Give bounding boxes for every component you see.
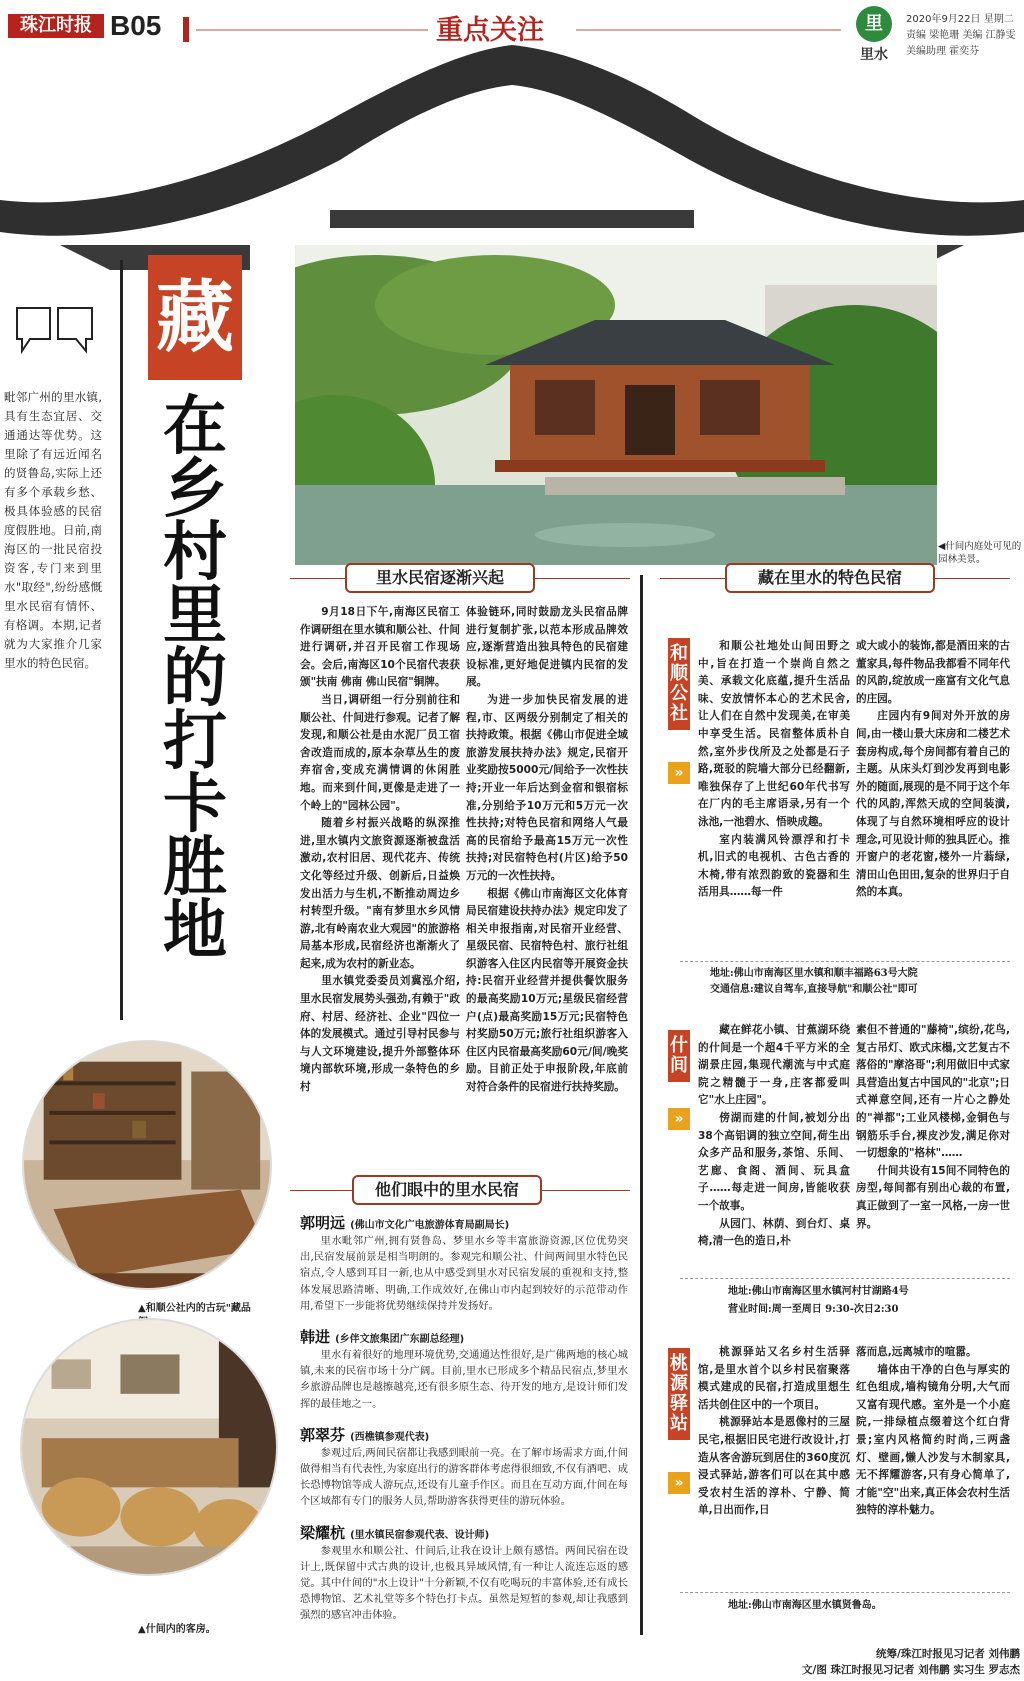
taoyuan-para: 落而息,远离城市的喧嚣。 [856,1346,977,1358]
lead-paragraph: 毗邻广州的里水镇,具有生态宜居、交通通达等优势。这里除了有远近闻名的贤鲁岛,实际上还有多个承载乡愁、极具体验感的民宿度假胜地。日前,南海区的一批民宿投资客,专门来到里水"取经",纷纷感慨里水民宿有情怀、有格调。本期,记者就为大家推介几家里水的特色民宿。 [4,390,102,670]
heshun-para: 室内装满风铃漂浮和打卡机,旧式的电视机、古色古香的木椅,带有浓烈韵致的瓷器和生活用具……每一件 [698,833,850,899]
shijian-para: 从园门、林荫、到台灯、桌椅,清一色的造日,朴 [698,1217,850,1248]
section1-col2-para: 为进一步加快民宿发展的进程,市、区两级分别制定了相关的扶持政策。根据《佛山市促进全域旅游发展扶持办法》规定,民宿开业奖励按5000元/间给予一次性扶持;开业一年后达到金宿和银宿标准,分别给予10万元和5万元一次性扶持;对特色民宿和网络人气最高的民宿给予最高15万元一次性扶持;对民宿特色村(片区)给予50万元的一次性扶持。 [466,693,628,882]
voice-name: 郭翠芬 [300,1425,346,1444]
speech-bubble-icon [14,305,96,357]
taoyuan-para: 桃源驿站本是恩像村的三屋民宅,根据旧民宅进行改设计,打造从客舍游玩到居住的360度沉浸式驿站,游客们可以在其中感受农村生活的淳朴、宁静、简单,日出而作,日 [698,1416,850,1517]
voice-text: 参观里水和顺公社、什间后,让我在设计上颇有感悟。两间民宿在设计上,既保留中式古典的设计,也极具异域风情,有一种让人流连忘返的感觉。其中什间的"水上设计"十分新颖,不仅有吃喝玩的丰富体验,还有成长恐博物馆、艺术礼堂等多个特色打卡点。虽然是短暂的参观,却让我感到强烈的感官冲击体验。 [300,1544,628,1622]
byline-coordinator: 统筹/珠江时报见习记者 刘伟鹏 [876,1648,1020,1660]
section1-title: 里水民宿逐渐兴起 [345,563,535,593]
section1-col1-para: 随着乡村振兴战略的纵深推进,里水镇内文旅资源逐渐被盘活激动,农村旧居、现代花卉、传统文化等经过升级、创新后,日益焕发出活力与生机,不断推动周边乡村转型升级。"南有梦里水乡风情游,北有岭南农业大观园"的旅游格局基本形成,民宿经济也渐渐火了起来,成为农村的新业态。 [300,817,460,970]
header-divider-bar [183,17,189,42]
voice-role: (乡伴文旅集团广东副总经理) [335,1334,465,1346]
voice-name: 梁耀杭 [300,1523,346,1542]
main-photo-caption: ◀什间内庭处可见的园林美景。 [938,541,1022,565]
heshun-tab: 和顺公社 [668,638,690,730]
voice-role: (里水镇民宿参观代表、设计师) [350,1529,490,1541]
section2-voices [300,1212,628,1624]
byline-writers: 文/图 珠江时报见习记者 刘伟鹏 实习生 罗志杰 [802,1664,1020,1676]
main-photo-pavilion [295,245,937,565]
taoyuan-arrow-icon: » [668,1472,690,1494]
header-rule-right [576,29,841,31]
section1-column-2 [466,604,628,1097]
heshun-column-1 [698,638,850,902]
taoyuan-tab: 桃源驿站 [668,1348,690,1440]
heshun-divider [680,961,1010,962]
shijian-hours: 营业时间:周一至周日 9:30-次日2:30 [728,1304,899,1315]
photo-guest-room [20,1318,278,1576]
voice-text: 参观过后,两间民宿都让我感到眼前一亮。在了解市场需求方面,什间做得相当有代表性,为家庭出行的游客群体考虑得很细致,不仅有酒吧、成长恐博物馆等成人游玩点,还设有儿童手作区。而且在互动方面,什间在每个区域都有专门的服务人员,帮助游客获得更佳的游玩体验。 [300,1446,628,1508]
heshun-column-2 [856,638,1010,902]
header-rule-left [196,29,428,31]
voice-text: 里水有着很好的地理环境优势,交通通达性很好,是广佛两地的核心城镇,未来的民宿市场十分广阔。目前,里水已形成多个精品民宿点,梦里水乡旅游品牌也是越擦越亮,还有很多原生态、待开发的地方,是设计师们发挥的最佳地之一。 [300,1349,628,1410]
photo-collectibles-room [22,1040,272,1290]
shijian-tab: 什间 [668,1030,690,1082]
heshun-para: 庄园内有9间对外开放的房间,由一楼山景大床房和二楼艺术套房构成,每个房间都有着自己的主题。从床头灯到沙发再到电影外的随面,展现的是不同于这个年代的风韵,浑然天成的空间装潢,体现了与自然环境相呼应的设计理念,可见设计师的独具匠心。推开窗户的老花窗,楼外一片蓊绿,清田山色田田,复杂的世界归于自然的本真。 [856,710,1010,899]
voice-role: (佛山市文化广电旅游体育局副局长) [350,1220,510,1231]
heshun-para: 和顺公社地处山间田野之中,旨在打造一个崇尚自然之美、承载文化底蕴,提升生活品味、安放情怀本心的艺术民舍,让人们在自然中发现美,在审美中享受生活。民宿整体质朴自然,室外步伐所及之处都是石子路,斑驳的院墙大部分已经翻新,唯独保存了上世纪60年代书写在厂内的毛主席语录,另有一个泳池,一池碧水、悟映成趣。 [698,640,850,828]
taoyuan-para: 桃源驿站又名乡村生活驿馆,是里水首个以乡村民宿聚落模式建成的民宿,打造成里想生活共创住区中的一个项目。 [698,1346,850,1411]
taoyuan-column-1 [698,1344,850,1520]
heshun-address: 地址:佛山市南海区里水镇和顺丰福路63号大院 [710,968,918,979]
section2-title: 他们眼中的里水民宿 [352,1175,542,1205]
heshun-para: 或大或小的装饰,都是酒田来的古董家具,每件物品我都看不同年代的风韵,绽放成一座富有文化气息的庄园。 [856,640,1010,705]
taoyuan-para: 墙体由干净的白色与厚实的红色组成,墙构镜角分明,大气而又富有现代感。室外是一个小庭院,一排绿植点缀着这个红白背景;室内风格简约时尚,三两盏灯、壁画,懒人沙发与木制家具,无不挥耀游客,只有身心简单了,才能"空"出来,真正体会农村生活独特的淳朴魅力。 [856,1363,1010,1517]
voice-text: 里水毗邻广州,拥有贤鲁岛、梦里水乡等丰富旅游资源,区位优势突出,民宿发展前景是相当明朗的。参观完和顺公社、什间两间里水特色民宿点,令人感到耳目一新,也从中感受到里水对民宿发展的重视和支持,整体发展思路清晰、明确,工作成效好,在佛山市内起到较好的示范带动作用,希望下一步能将优势继续保持并发扬好。 [300,1235,628,1312]
newspaper-masthead: 珠江时报 [8,14,104,38]
taoyuan-divider [680,1592,1010,1593]
shijian-para: 藏在鲜花小镇、甘蕉湖环绕的什间是一个超4千平方米的全湖景庄园,集现代潮流与中式庭院之精髓于一身,庄客都爱叫它"水上庄园"。 [698,1024,850,1107]
section1-col1-para: 9月18日下午,南海区民宿工作调研组在里水镇和顺公社、什间进行调研,并召开民宿工作现场会。会后,南海区10个民宿代表获颁"扶南 佛南 佛山民宿"铜牌。 [300,606,460,689]
column-divider [640,575,643,1635]
roof-eave-graphic [0,40,1024,270]
headline-vertical: 在乡村里的打卡胜地 [163,389,227,968]
voice-name: 韩进 [300,1328,331,1347]
shijian-para: 什间共设有15间不同特色的房型,每间都有别出心裁的布置,真正做到了一室一风格,一房一世界。 [856,1164,1010,1230]
issue-date: 2020年9月22日 星期二 [906,14,1014,25]
section3-title: 藏在里水的特色民宿 [725,563,935,593]
headline-first-char: 藏 [148,255,242,380]
shijian-arrow-icon: » [668,1108,690,1130]
voice-item [300,1326,628,1412]
lishui-logo-icon: 里 [856,6,892,42]
guest-room-caption: ▲什间内的客房。 [138,1624,216,1635]
taoyuan-column-2 [856,1344,1010,1520]
section1-col2-para: 体验链环,同时鼓励龙头民宿品牌进行复制扩张,以范本形成品牌效应,逐渐营造出独具特色的民宿建设标准,更好地促进镇内民宿的发展。 [466,606,628,689]
assistant-credit: 美编助理 霍奕芬 [906,46,980,57]
lishui-logo-text: 里水 [860,47,888,63]
shijian-para: 傍湖而建的什间,被划分出38个高铝调的独立空间,荷生出众多产品和服务,茶馆、乐间、艺廊、食阁、酒间、玩具盒子……每走进一间房,皆能收获一个故事。 [698,1111,850,1212]
editor-credit: 责编 梁艳珊 美编 江静雯 [906,30,1016,41]
byline [760,1646,1020,1678]
shijian-column-2 [856,1022,1010,1233]
voice-name: 郭明远 [300,1214,346,1232]
voice-item [300,1212,628,1314]
page-number: B05 [110,10,162,41]
voice-item [300,1424,628,1510]
section-title: 重点关注 [436,15,544,46]
taoyuan-address: 地址:佛山市南海区里水镇贤鲁岛。 [728,1600,882,1611]
section1-col2-para: 根据《佛山市南海区文化体育局民宿建设扶持办法》规定印发了相关申报指南,对民宿开业经营、星级民宿、民宿特色村、旅行社组织游客入住区内民宿等开展资金扶持:民宿开业经营并提供餐饮服务的最高奖励10万元;星级民宿经营户(点)最高奖励15万元;民宿特色村奖励50万元;旅行社组织游客入住区内民宿最高奖励60元/间/晚奖励。目前正处于申报阶段,年底前对符合条件的民宿进行扶持奖励。 [466,887,628,1094]
section1-col1-para: 里水镇党委委员刘冀泓介绍,里水民宿发展势头强劲,有赖于"政府、村居、经济社、企业"四位一体的发展模式。通过引导村民参与与人文环境建设,提升外部整体环境内部软环境,形成一条特色的乡村 [300,975,460,1094]
section1-col1-para: 当日,调研组一行分别前往和顺公社、什间进行参观。记者了解发现,和顺公社是由水泥厂员工宿舍改造而成的,原本杂草丛生的废弃宿舍,变成充满情调的休闲胜地。而来到什间,更像是走进了一个岭上的"园林公园"。 [300,693,460,812]
shijian-address: 地址:佛山市南海区里水镇河村甘湖路4号 [728,1286,909,1297]
heshun-arrow-icon: » [668,762,690,784]
heshun-transport: 交通信息:建议自驾车,直接导航"和顺公社"即可 [710,984,918,995]
collectibles-caption: ▲和顺公社内的古玩"藏品 [138,1303,251,1314]
shijian-para: 素但不普通的"藤椅",缤纷,花鸟,复古吊灯、欧式床榻,文艺复古不落俗的"摩洛哥";利用做旧中式家具营造出复古中国风的"北京";日式禅意空间,还有一片心之静处的"禅都";工业风楼梯,金铜色与钢筋乐手台,裸皮沙发,满足你对一切想象的"格林"…… [856,1024,1010,1160]
headline-column-rule [120,260,123,1020]
voice-role: (西樵镇参观代表) [350,1431,430,1443]
shijian-divider [680,1278,1010,1279]
voice-item [300,1522,628,1624]
shijian-column-1 [698,1022,850,1251]
section1-column-1 [300,604,460,1097]
